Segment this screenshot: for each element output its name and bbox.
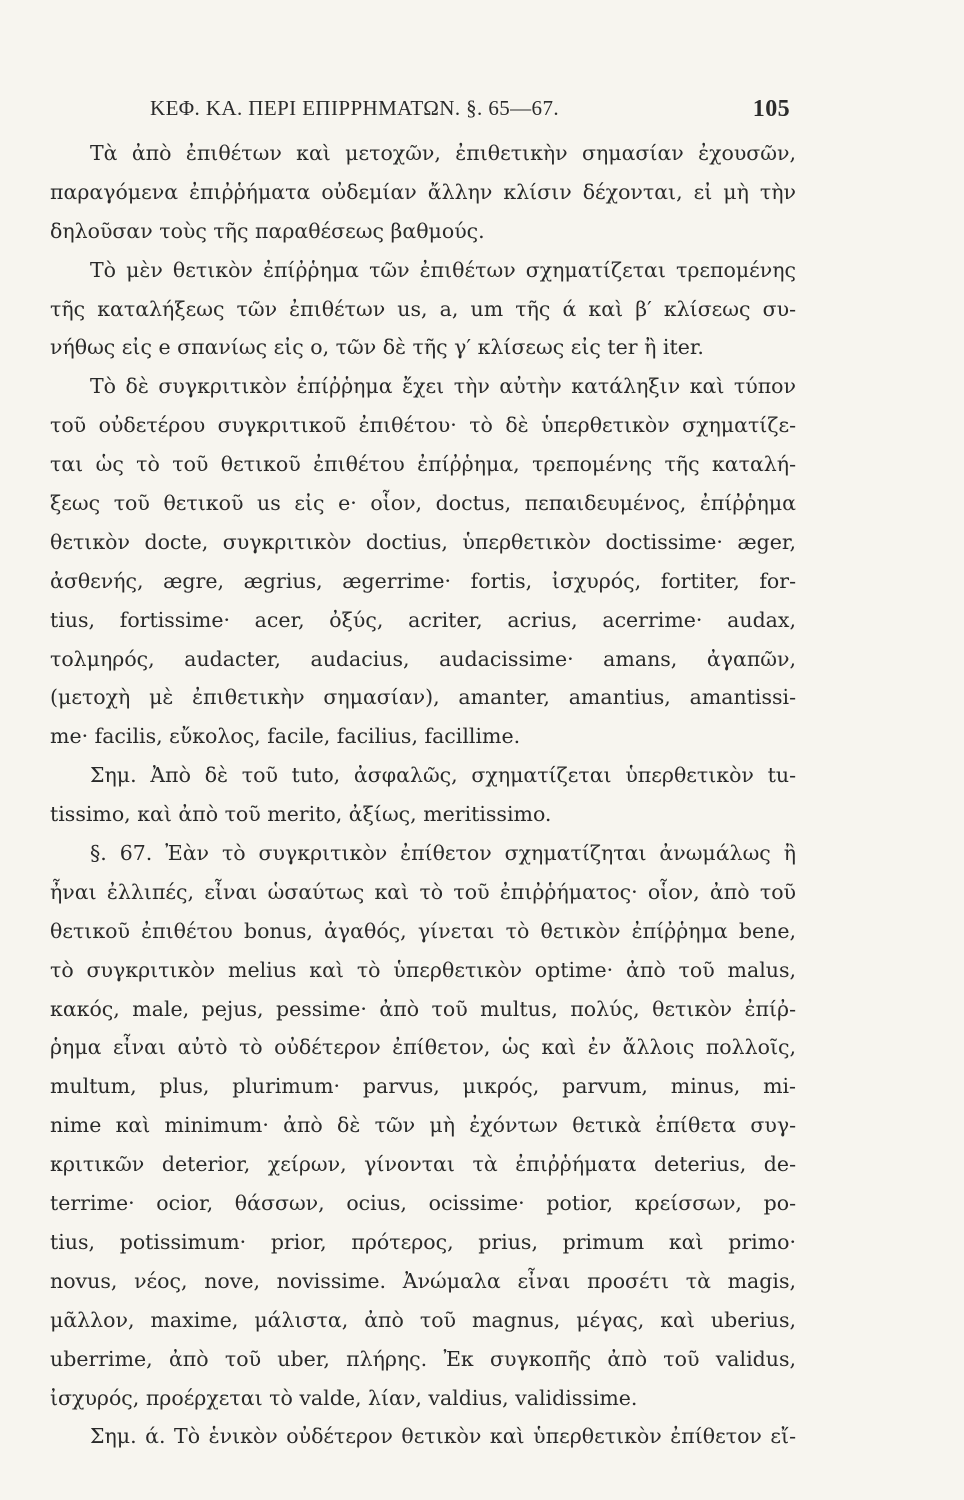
text-line: tissimo, καὶ ἀπὸ τοῦ merito, ἀξίως, meritissimo. xyxy=(50,802,552,827)
text-line: θετικοῦ ἐπιθέτου bonus, ἀγαθός, γίνεται τὸ θετικὸν ἐπίῤῥημα bene, xyxy=(50,918,796,943)
text-line: me· facilis, εὔκολος, facile, facilius, facillime. xyxy=(50,724,521,749)
text-line: Τὸ μὲν θετικὸν ἐπίῤῥημα τῶν ἐπιθέτων σχηματίζεται τρεπομένης xyxy=(90,257,796,282)
text-line: §. 67. Ἐὰν τὸ συγκριτικὸν ἐπίθετον σχηματίζηται ἀνωμάλως ἢ xyxy=(90,841,796,866)
body-text xyxy=(50,134,796,1456)
text-line: ξεως τοῦ θετικοῦ us εἰς e· οἷον, doctus, πεπαιδευμένος, ἐπίῤῥημα xyxy=(50,491,796,516)
text-line: κακός, male, pejus, pessime· ἀπὸ τοῦ multus, πολύς, θετικὸν ἐπίῤ- xyxy=(50,996,796,1021)
text-line: novus, νέος, nove, novissime. Ἀνώμαλα εἶναι προσέτι τὰ magis, xyxy=(50,1268,796,1293)
text-line: ἀσθενής, ægre, ægrius, ægerrime· fortis, ἰσχυρός, fortiter, for- xyxy=(50,568,796,593)
text-line: τὸ συγκριτικὸν melius καὶ τὸ ὑπερθετικὸν optime· ἀπὸ τοῦ malus, xyxy=(50,957,796,982)
text-line: multum, plus, plurimum· parvus, μικρός, parvum, minus, mi- xyxy=(50,1074,796,1099)
text-line: θετικὸν docte, συγκριτικὸν doctius, ὑπερθετικὸν doctissime· æger, xyxy=(50,529,796,554)
text-line: tius, fortissime· acer, ὀξύς, acriter, acrius, acerrime· audax, xyxy=(50,607,796,632)
text-line: Σημ. Ἀπὸ δὲ τοῦ tuto, ἀσφαλῶς, σχηματίζεται ὑπερθετικὸν tu- xyxy=(90,763,796,788)
text-line: nime καὶ minimum· ἀπὸ δὲ τῶν μὴ ἐχόντων θετικὰ ἐπίθετα συγ- xyxy=(50,1113,796,1138)
text-line: ἦναι ἐλλιπές, εἶναι ὡσαύτως καὶ τὸ τοῦ ἐπιῤῥήματος· οἷον, ἀπὸ τοῦ xyxy=(50,879,796,904)
text-line: Σημ. ά. Τὸ ἑνικὸν οὐδέτερον θετικὸν καὶ ὑπερθετικὸν ἐπίθετον εἴ- xyxy=(90,1424,796,1449)
text-line: παραγόμενα ἐπιῤῥήματα οὐδεμίαν ἄλλην κλίσιν δέχονται, εἰ μὴ τὴν xyxy=(50,179,796,204)
text-line: δηλοῦσαν τοὺς τῆς παραθέσεως βαθμούς. xyxy=(50,218,485,243)
text-line: Τὰ ἀπὸ ἐπιθέτων καὶ μετοχῶν, ἐπιθετικὴν σημασίαν ἐχουσῶν, xyxy=(90,141,796,165)
text-line: uberrime, ἀπὸ τοῦ uber, πλήρης. Ἐκ συγκοπῆς ἀπὸ τοῦ validus, xyxy=(50,1346,796,1371)
running-title: ΚΕΦ. ΚΑ. ΠΕΡΙ ΕΠΙΡΡΗΜΑΤΩΝ. §. 65—67. xyxy=(150,96,560,120)
text-line: τοῦ οὐδετέρου συγκριτικοῦ ἐπιθέτου· τὸ δὲ ὑπερθετικὸν σχηματίζε- xyxy=(50,413,796,438)
text-line: (μετοχὴ μὲ ἐπιθετικὴν σημασίαν), amanter, amantius, amantissi- xyxy=(50,685,796,710)
text-line: ται ὡς τὸ τοῦ θετικοῦ ἐπιθέτου ἐπίῤῥημα, τρεπομένης τῆς καταλή- xyxy=(50,452,796,477)
text-line: terrime· ocior, θάσσων, ocius, ocissime· potior, κρείσσων, po- xyxy=(50,1191,796,1216)
text-line: νήθως εἰς e σπανίως εἰς o, τῶν δὲ τῆς γ′ κλίσεως εἰς ter ἢ iter. xyxy=(50,335,704,360)
text-line: Τὸ δὲ συγκριτικὸν ἐπίῤῥημα ἔχει τὴν αὐτὴν κατάληξιν καὶ τύπον xyxy=(90,374,796,399)
text-line: τῆς καταλήξεως τῶν ἐπιθέτων us, a, um τῆς ά καὶ β′ κλίσεως συ- xyxy=(50,296,796,321)
page-number: 105 xyxy=(752,96,790,122)
text-line: μᾶλλον, maxime, μάλιστα, ἀπὸ τοῦ magnus, μέγας, καὶ uberius, xyxy=(50,1307,796,1332)
text-line: τολμηρός, audacter, audacius, audacissime· amans, ἀγαπῶν, xyxy=(50,646,796,671)
text-line: κριτικῶν deterior, χείρων, γίνονται τὰ ἐπιῤῥήματα deterius, de- xyxy=(50,1152,796,1177)
text-line: ῥημα εἶναι αὐτὸ τὸ οὐδέτερον ἐπίθετον, ὡς καὶ ἐν ἄλλοις πολλοῖς, xyxy=(50,1035,796,1060)
text-line: tius, potissimum· prior, πρότερος, prius, primum καὶ primo· xyxy=(50,1229,796,1254)
text-line: ἰσχυρός, προέρχεται τὸ valde, λίαν, valdius, validissime. xyxy=(50,1385,638,1410)
